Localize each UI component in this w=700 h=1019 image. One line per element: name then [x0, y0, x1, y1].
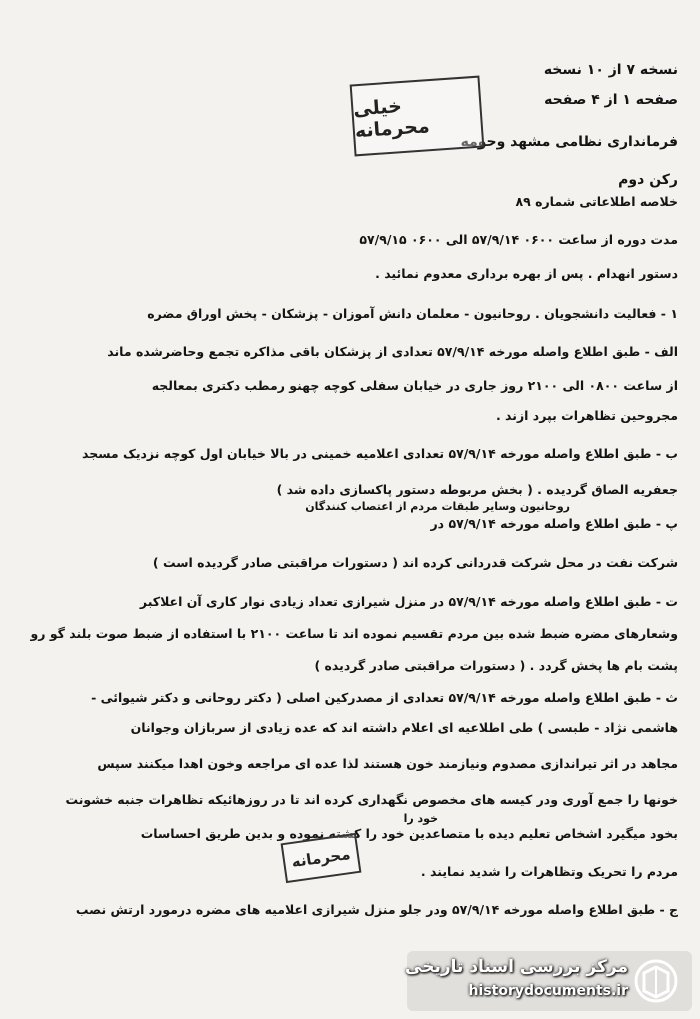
item-se-line-1: ث - طبق اطلاع واصله مورخه ۵۷/۹/۱۴ تعدادی از مصدرکین اصلی ( دکتر روحانی و دکتر شیوائی -	[91, 690, 678, 705]
item-pe-insert: روحانیون وسایر طبقات مردم از اعتصاب کنندگان	[305, 500, 570, 513]
office-line: فرمانداری نظامی مشهد وحومه	[460, 134, 678, 150]
item-be-line-2: جعفریه الصاق گردیده . ( بخش مربوطه دستور پاکسازی داده شد )	[276, 482, 678, 497]
period-line: مدت دوره از ساعت ۰۶۰۰ ۵۷/۹/۱۴ الی ۰۶۰۰ ۵۷/۹/۱۵	[359, 232, 678, 247]
item-se-line-6: مردم را تحریک وتظاهرات را شدید نمایند .	[420, 864, 678, 879]
item-alef-line-2: از ساعت ۰۸۰۰ الی ۲۱۰۰ روز جاری در خیابان سفلی کوچه چهنو رمطب دکتری بمعالجه	[151, 378, 678, 393]
section-1-heading: ۱ - فعالیت دانشجویان . روحانیون - معلمان دانش آموزان - پزشکان - پخش اوراق مضره	[147, 306, 678, 321]
archive-logo-icon	[634, 959, 678, 1003]
item-se-line-5: بخود میگیرد اشخاص تعلیم دیده با متصاعدین خود را کشته نموده و بدین طریق احساسات	[140, 826, 678, 841]
item-se-line-4: خونها را جمع آوری ودر کیسه های مخصوص نگهداری کرده اند تا در روزهائیکه تظاهرات جنبه خشونت	[65, 792, 678, 807]
item-pe-line-1: پ - طبق اطلاع واصله مورخه ۵۷/۹/۱۴ در	[430, 516, 678, 531]
item-pe-line-2: شرکت نفت در محل شرکت قدردانی کرده اند ( دستورات مراقبتی صادر گردیده است )	[152, 555, 678, 570]
archive-watermark	[407, 951, 692, 1011]
instruction-line: دستور انهدام . پس از بهره برداری معدوم نمائید .	[375, 266, 678, 281]
classification-stamp: خیلی محرمانه	[350, 76, 485, 157]
item-be-line-1: ب - طبق اطلاع واصله مورخه ۵۷/۹/۱۴ تعدادی اعلامیه خمینی در بالا خیابان اول کوچه نزدیک مسجد	[81, 446, 678, 461]
item-se-insert: خود را	[403, 812, 438, 825]
item-jim-line-1: ج - طبق اطلاع واصله مورخه ۵۷/۹/۱۴ ودر جلو منزل شیرازی اعلامیه های مضره درمورد ارتش نصب	[75, 902, 678, 917]
item-te-line-2: وشعارهای مضره ضبط شده بین مردم تقسیم نموده اند تا ساعت ۲۱۰۰ با استفاده از ضبط صوت بلند گو رو	[30, 626, 678, 641]
watermark-url: historydocuments.ir	[468, 983, 628, 999]
item-te-line-3: پشت بام ها پخش گردد . ( دستورات مراقبتی صادر گردیده )	[314, 658, 678, 673]
copy-number-line: نسخه ۷ از ۱۰ نسخه	[543, 62, 678, 78]
watermark-title: مرکز بررسی اسناد تاریخی	[405, 957, 628, 977]
classification-stamp-small: محرمانه	[281, 833, 362, 883]
summary-title: خلاصه اطلاعاتی شماره ۸۹	[515, 194, 678, 209]
item-se-line-3: مجاهد در اثر تیراندازی مصدوم ونیازمند خون هستند لذا عده ای مراجعه وخون اهدا میکنند سپس	[97, 756, 678, 771]
item-se-line-2: هاشمی نژاد - طبسی ) طی اطلاعیه ای اعلام داشته اند که عده زیادی از سربازان وجوانان	[130, 720, 678, 735]
page-number-line: صفحه ۱ از ۴ صفحه	[544, 92, 678, 108]
item-te-line-1: ت - طبق اطلاع واصله مورخه ۵۷/۹/۱۴ در منزل شیرازی تعداد زیادی نوار کاری آن اعلاکبر	[139, 594, 678, 609]
item-alef-line-3: مجروحین تظاهرات بپرد ازند .	[495, 408, 678, 423]
item-alef-line-1: الف - طبق اطلاع واصله مورخه ۵۷/۹/۱۴ تعدادی از پزشکان باقی مذاکره تجمع وحاضرشده ماند	[107, 344, 678, 359]
division-line: رکن دوم	[618, 172, 678, 188]
